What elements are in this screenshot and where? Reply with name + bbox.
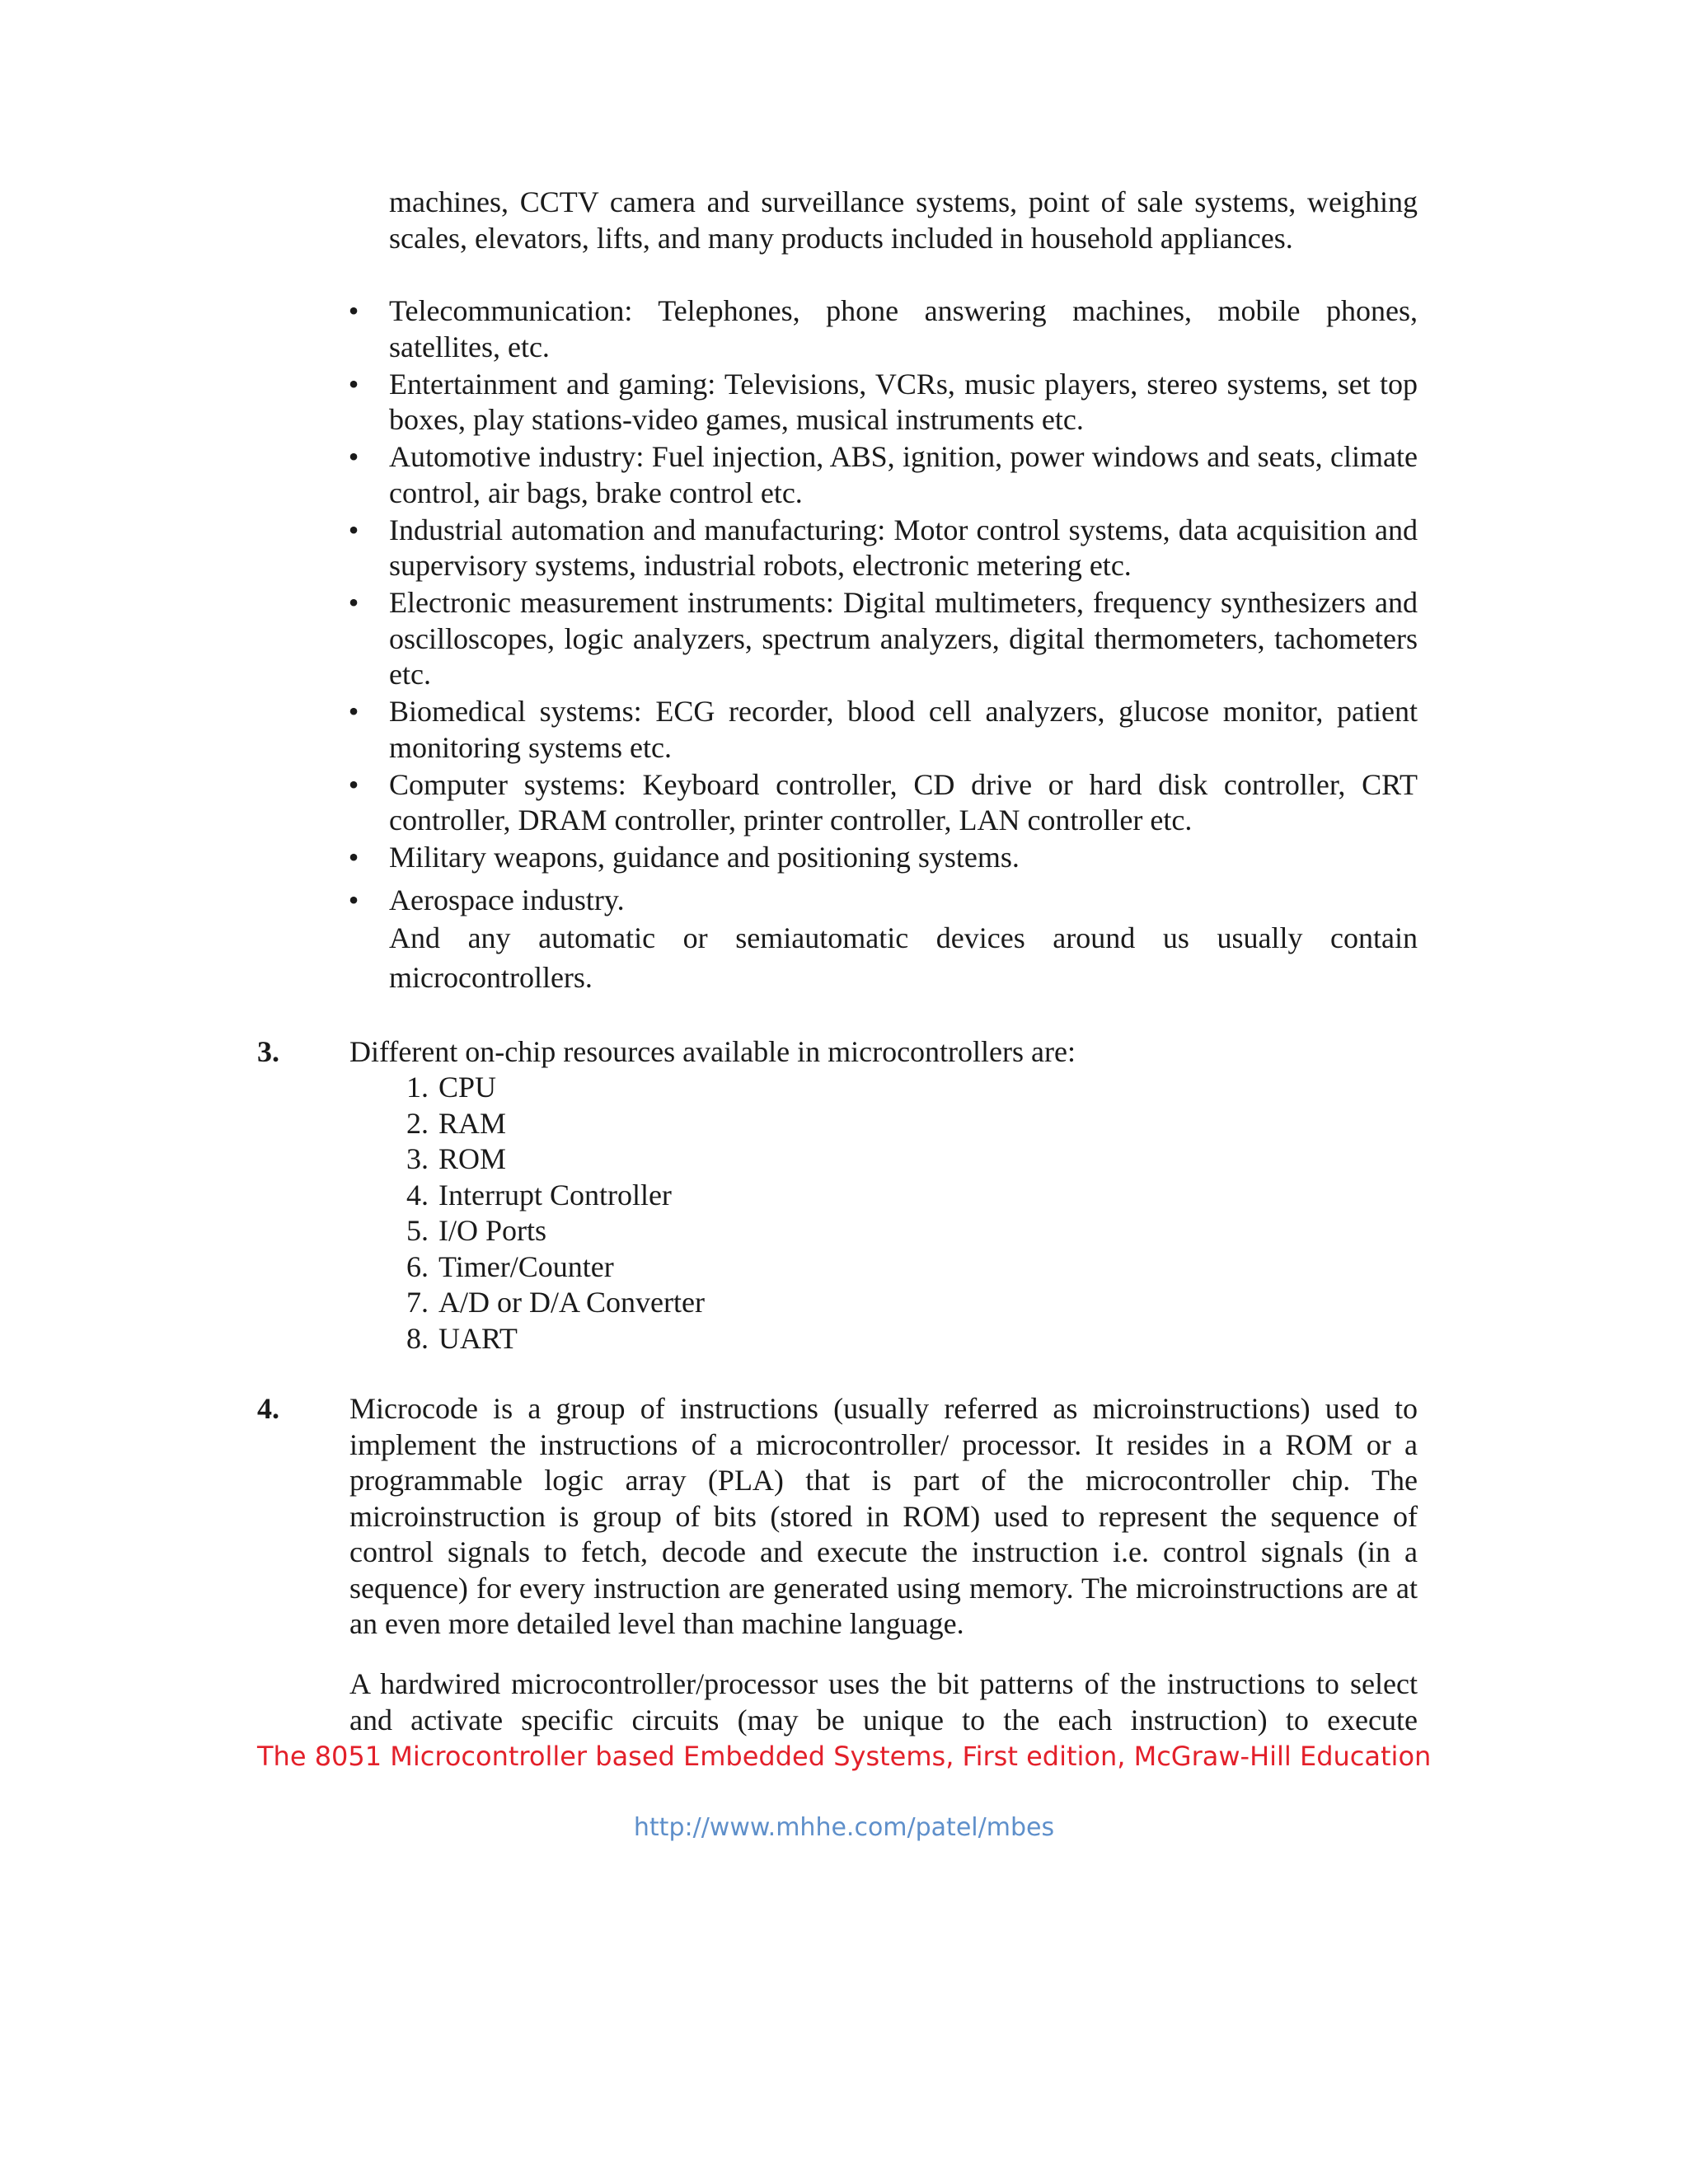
- bullet-text: Telecommunication: Telephones, phone answering machines, mobile phones, satellites, etc.: [389, 294, 1418, 363]
- list-item: [348, 513, 1418, 584]
- bullet-icon: •: [348, 367, 359, 401]
- item-number: 7.: [406, 1286, 429, 1319]
- bullet-icon: •: [348, 513, 359, 546]
- list-item: [387, 1213, 705, 1249]
- item-number: 1.: [406, 1071, 429, 1104]
- bullet-text: Military weapons, guidance and positioning systems.: [389, 841, 1020, 874]
- list-item: [348, 883, 1418, 919]
- item-text: A/D or D/A Converter: [438, 1286, 705, 1319]
- closing-line: microcontrollers.: [389, 960, 593, 994]
- list-item: [348, 694, 1418, 766]
- list-item: [348, 439, 1418, 511]
- list-item: [348, 585, 1418, 693]
- bullet-text: Industrial automation and manufacturing: Motor control systems, data acquisition and supervisory systems, industrial robots, electronic metering etc.: [389, 513, 1418, 582]
- item-number: 3.: [406, 1142, 429, 1175]
- bullet-icon: •: [348, 695, 359, 728]
- list-item: [348, 293, 1418, 365]
- item-number: 8.: [406, 1321, 429, 1355]
- item-number: 5.: [406, 1214, 429, 1247]
- list-item: [387, 1106, 705, 1142]
- list-item: [387, 1141, 705, 1178]
- item-number: 6.: [406, 1249, 429, 1283]
- footer-book-title: The 8051 Microcontroller based Embedded Systems, First edition, McGraw-Hill Education: [257, 1741, 1432, 1772]
- bullet-icon: •: [348, 586, 359, 619]
- bullet-text: Aerospace industry.: [389, 883, 625, 916]
- section-number: 4.: [257, 1392, 279, 1425]
- bullet-text: Computer systems: Keyboard controller, CD drive or hard disk controller, CRT controller, DRAM controller, printer controller, LAN controller etc.: [389, 767, 1418, 837]
- item-text: Interrupt Controller: [438, 1178, 672, 1212]
- list-item: [387, 1285, 705, 1321]
- item-number: 2.: [406, 1106, 429, 1140]
- list-item: [348, 767, 1418, 839]
- closing-sentence: [389, 921, 1418, 998]
- list-item: [387, 1070, 705, 1106]
- item-text: I/O Ports: [438, 1214, 547, 1247]
- item-text: UART: [438, 1321, 518, 1355]
- item-number: 4.: [406, 1178, 429, 1212]
- section-number: 3.: [257, 1035, 279, 1068]
- closing-line: And any automatic or semiautomatic devices around us usually contain: [389, 921, 1418, 954]
- bullet-text: Automotive industry: Fuel injection, ABS, ignition, power windows and seats, climate control, air bags, brake control etc.: [389, 440, 1418, 509]
- item-text: ROM: [438, 1142, 507, 1175]
- list-item: [387, 1249, 705, 1286]
- item-text: Timer/Counter: [438, 1249, 614, 1283]
- bullet-icon: •: [348, 294, 359, 327]
- bullet-icon: •: [348, 440, 359, 473]
- list-item: [387, 1321, 705, 1357]
- bullet-icon: •: [348, 883, 359, 916]
- list-item: [348, 840, 1418, 876]
- continuation-paragraph: machines, CCTV camera and surveillance systems, point of sale systems, weighing scales, elevators, lifts, and many products included in household appliances.: [389, 185, 1418, 255]
- bullet-icon: •: [348, 767, 359, 801]
- resource-list: [387, 1070, 705, 1357]
- bullet-text: Biomedical systems: ECG recorder, blood cell analyzers, glucose monitor, patient monitoring systems etc.: [389, 695, 1418, 764]
- item-text: RAM: [438, 1106, 507, 1140]
- bullet-text: Electronic measurement instruments: Digital multimeters, frequency synthesizers and oscilloscopes, logic analyzers, spectrum analyzers, digital thermometers, tachometers etc.: [389, 586, 1418, 691]
- item-text: CPU: [438, 1071, 497, 1104]
- section-paragraph: A hardwired microcontroller/processor uses the bit patterns of the instructions to select and activate specific circuits (may be unique to the each instruction) to execute: [349, 1667, 1418, 1736]
- application-bullet-list: [348, 293, 1418, 920]
- footer-url-link[interactable]: http://www.mhhe.com/patel/mbes: [633, 1813, 1055, 1842]
- bullet-icon: •: [348, 841, 359, 874]
- list-item: [387, 1178, 705, 1214]
- section-paragraph: Microcode is a group of instructions (usually referred as microinstructions) used to implement the instructions of a microcontroller/ processor. It resides in a ROM or a programmable logic array (PLA) that is part of the microcontroller chip. The microinstruction is group of bits (stored in ROM) used to represent the sequence of control signals to fetch, decode and execute the instruction i.e. control signals (in a sequence) for every instruction are generated using memory. The microinstructions are at an even more detailed level than machine language.: [349, 1392, 1418, 1640]
- list-item: [348, 367, 1418, 438]
- bullet-text: Entertainment and gaming: Televisions, VCRs, music players, stereo systems, set top boxes, play stations-video games, musical instruments etc.: [389, 367, 1418, 436]
- section-intro: Different on-chip resources available in microcontrollers are:: [349, 1035, 1076, 1068]
